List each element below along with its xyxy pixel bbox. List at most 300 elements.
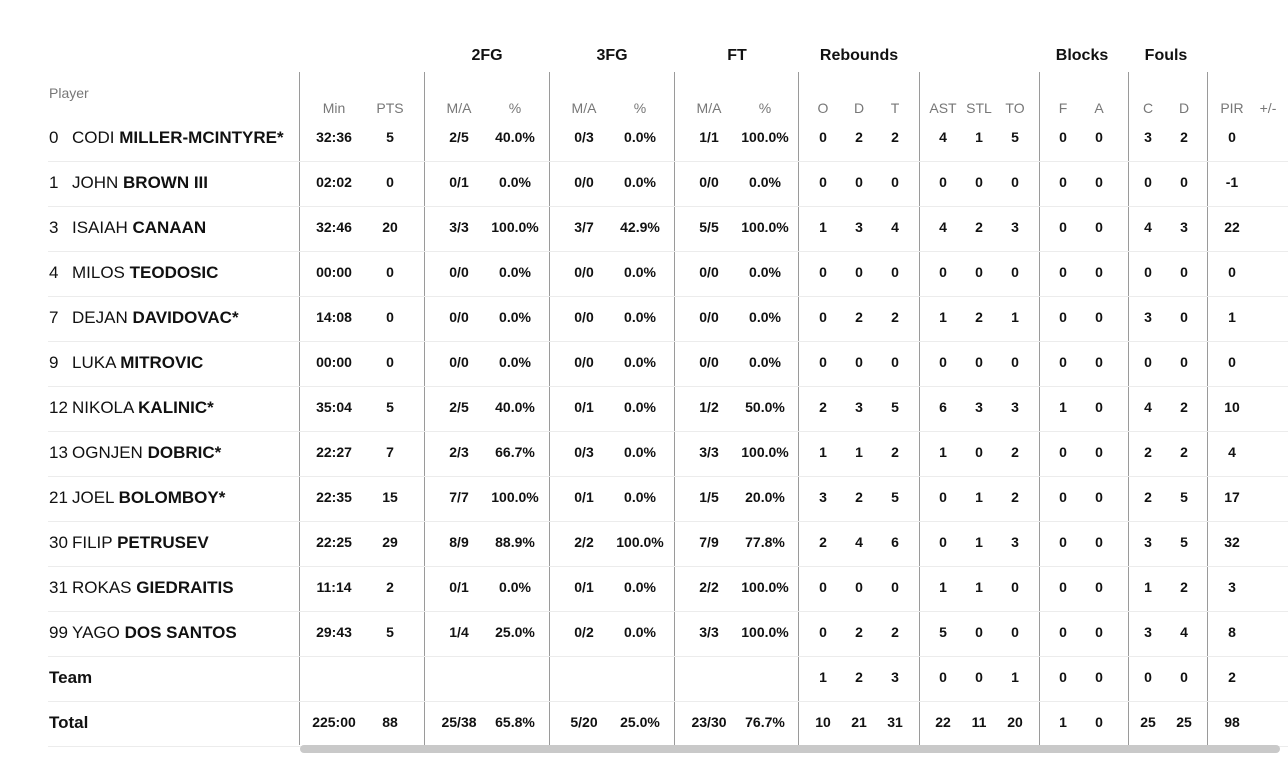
stat-2fg-pct: 100.0%	[491, 489, 539, 505]
stat-3fg-pct: 0.0%	[624, 354, 656, 370]
stat-stl: 0	[975, 354, 983, 370]
stat-ft-pct: 100.0%	[741, 444, 789, 460]
stat-2fg-pct: 0.0%	[499, 264, 531, 280]
stat-reb-t: 2	[891, 624, 899, 640]
stat-min: 00:00	[316, 264, 352, 280]
stat-reb-d: 3	[855, 399, 863, 415]
stat-blk-a: 0	[1095, 399, 1103, 415]
stat-to: 0	[1011, 579, 1019, 595]
stat-foul-d: 4	[1180, 624, 1188, 640]
stat-ft-ma: 3/3	[699, 444, 719, 460]
stat-to: 5	[1011, 129, 1019, 145]
stat-to: 3	[1011, 219, 1019, 235]
stat-pir: 22	[1224, 219, 1240, 235]
player-row	[0, 520, 1288, 565]
stat-ft-ma: 0/0	[699, 174, 719, 190]
stat-2fg-ma: 0/0	[449, 309, 469, 325]
stat-pts: 20	[382, 219, 398, 235]
stat-3fg-ma: 0/1	[574, 579, 594, 595]
player-last-name: DOBRIC*	[147, 443, 222, 462]
stat-foul-c: 3	[1144, 624, 1152, 640]
stat-ft-ma: 1/2	[699, 399, 719, 415]
stat-blk-f: 0	[1059, 129, 1067, 145]
column-header-ft-ma: M/A	[696, 100, 722, 116]
stat-stl: 0	[975, 624, 983, 640]
stat-to: 20	[1007, 714, 1023, 730]
stat-reb-o: 0	[819, 624, 827, 640]
stat-reb-d: 0	[855, 174, 863, 190]
player-number: 31	[49, 578, 68, 597]
stat-reb-d: 0	[855, 264, 863, 280]
stat-pir: 0	[1228, 264, 1236, 280]
stat-pir: 8	[1228, 624, 1236, 640]
stat-foul-c: 0	[1144, 264, 1152, 280]
player-name[interactable]	[49, 430, 221, 475]
stat-reb-o: 0	[819, 129, 827, 145]
stat-ast: 6	[939, 399, 947, 415]
stat-reb-t: 2	[891, 309, 899, 325]
stat-ft-pct: 0.0%	[749, 264, 781, 280]
stat-ast: 0	[939, 264, 947, 280]
stat-ft-pct: 76.7%	[745, 714, 785, 730]
stat-foul-c: 2	[1144, 489, 1152, 505]
column-header-reb-t: T	[890, 100, 900, 116]
stat-2fg-pct: 0.0%	[499, 354, 531, 370]
stat-foul-c: 3	[1144, 129, 1152, 145]
stat-stl: 0	[975, 174, 983, 190]
stat-foul-d: 0	[1180, 354, 1188, 370]
player-last-name: DAVIDOVAC*	[132, 308, 239, 327]
player-number: 99	[49, 623, 68, 642]
stat-min: 00:00	[316, 354, 352, 370]
column-header-reb-o: O	[817, 100, 829, 116]
stat-ft-pct: 100.0%	[741, 579, 789, 595]
stat-foul-d: 0	[1180, 669, 1188, 685]
player-first-name: CODI	[72, 128, 115, 147]
stat-reb-o: 0	[819, 354, 827, 370]
stat-pts: 5	[386, 624, 394, 640]
group-header-3fg: 3FG	[596, 47, 628, 64]
stat-reb-d: 1	[855, 444, 863, 460]
stat-blk-a: 0	[1095, 714, 1103, 730]
stat-foul-d: 2	[1180, 444, 1188, 460]
stat-pts: 0	[386, 354, 394, 370]
stat-pir: 1	[1228, 309, 1236, 325]
stat-stl: 3	[975, 399, 983, 415]
stat-3fg-pct: 25.0%	[620, 714, 660, 730]
stat-min: 225:00	[312, 714, 356, 730]
stat-blk-f: 0	[1059, 534, 1067, 550]
stat-blk-a: 0	[1095, 579, 1103, 595]
stat-2fg-pct: 25.0%	[495, 624, 535, 640]
stat-pts: 29	[382, 534, 398, 550]
stat-reb-t: 5	[891, 489, 899, 505]
stat-pir: 0	[1228, 129, 1236, 145]
stat-blk-f: 0	[1059, 669, 1067, 685]
stat-3fg-ma: 0/3	[574, 129, 594, 145]
stat-pir: -1	[1225, 174, 1239, 190]
stat-3fg-ma: 0/0	[574, 174, 594, 190]
stat-foul-d: 0	[1180, 309, 1188, 325]
stat-foul-d: 2	[1180, 129, 1188, 145]
stat-reb-d: 2	[855, 129, 863, 145]
stat-2fg-ma: 0/1	[449, 579, 469, 595]
stat-2fg-ma: 1/4	[449, 624, 469, 640]
column-header-min: Min	[322, 100, 346, 116]
stat-blk-a: 0	[1095, 129, 1103, 145]
stat-foul-c: 4	[1144, 399, 1152, 415]
stat-pts: 5	[386, 399, 394, 415]
player-name[interactable]	[49, 610, 237, 655]
stat-blk-f: 0	[1059, 354, 1067, 370]
total-row	[0, 700, 1288, 745]
player-row	[0, 565, 1288, 610]
stat-pts: 88	[382, 714, 398, 730]
column-header-pts: PTS	[376, 100, 404, 116]
player-number: 7	[49, 308, 59, 327]
player-first-name: FILIP	[72, 533, 113, 552]
stat-reb-o: 0	[819, 309, 827, 325]
player-last-name: GIEDRAITIS	[136, 578, 234, 597]
column-header-foul-d: D	[1178, 100, 1190, 116]
stat-blk-a: 0	[1095, 444, 1103, 460]
stat-reb-o: 2	[819, 399, 827, 415]
group-header-rebounds: Rebounds	[819, 47, 899, 64]
stat-reb-t: 0	[891, 174, 899, 190]
group-header-fouls: Fouls	[1144, 47, 1188, 64]
player-number: 3	[49, 218, 59, 237]
stat-3fg-ma: 0/3	[574, 444, 594, 460]
player-first-name: MILOS	[72, 263, 125, 282]
stat-foul-c: 4	[1144, 219, 1152, 235]
stat-foul-d: 5	[1180, 489, 1188, 505]
player-row	[0, 430, 1288, 475]
player-last-name: CANAAN	[132, 218, 207, 237]
stat-min: 35:04	[316, 399, 352, 415]
stat-3fg-pct: 0.0%	[624, 399, 656, 415]
stat-ast: 4	[939, 129, 947, 145]
column-header-2fg-ma: M/A	[446, 100, 472, 116]
stat-foul-d: 2	[1180, 579, 1188, 595]
player-name[interactable]	[49, 520, 209, 565]
stat-2fg-ma: 25/38	[441, 714, 477, 730]
player-first-name: YAGO	[72, 623, 120, 642]
stat-2fg-ma: 8/9	[449, 534, 469, 550]
stat-reb-d: 2	[855, 624, 863, 640]
stat-3fg-pct: 0.0%	[624, 174, 656, 190]
stat-blk-f: 1	[1059, 714, 1067, 730]
stat-blk-a: 0	[1095, 669, 1103, 685]
stat-foul-d: 2	[1180, 399, 1188, 415]
player-number: 13	[49, 443, 68, 462]
stat-foul-d: 25	[1176, 714, 1192, 730]
stat-blk-f: 0	[1059, 264, 1067, 280]
stat-min: 11:14	[316, 579, 352, 595]
player-number: 4	[49, 263, 59, 282]
stat-foul-c: 0	[1144, 174, 1152, 190]
player-first-name: JOEL	[72, 488, 114, 507]
stat-reb-o: 0	[819, 264, 827, 280]
stat-ft-pct: 0.0%	[749, 354, 781, 370]
player-last-name: MILLER-MCINTYRE*	[119, 128, 284, 147]
stat-stl: 1	[975, 534, 983, 550]
stat-pts: 0	[386, 264, 394, 280]
stat-to: 2	[1011, 489, 1019, 505]
column-header-reb-d: D	[853, 100, 865, 116]
player-number: 12	[49, 398, 68, 417]
stat-pir: 2	[1228, 669, 1236, 685]
stat-reb-o: 1	[819, 219, 827, 235]
player-number: 9	[49, 353, 59, 372]
stat-2fg-pct: 0.0%	[499, 174, 531, 190]
stat-3fg-pct: 0.0%	[624, 624, 656, 640]
stat-ast: 0	[939, 489, 947, 505]
stat-reb-t: 4	[891, 219, 899, 235]
group-header-blocks: Blocks	[1055, 47, 1109, 64]
stat-ast: 0	[939, 174, 947, 190]
player-name[interactable]	[49, 295, 239, 340]
stat-reb-t: 0	[891, 579, 899, 595]
stat-blk-a: 0	[1095, 174, 1103, 190]
column-header-2fg-pct: %	[508, 100, 522, 116]
stat-3fg-pct: 0.0%	[624, 129, 656, 145]
player-first-name: JOHN	[72, 173, 119, 192]
team-label: Team	[49, 668, 93, 687]
stat-foul-c: 1	[1144, 579, 1152, 595]
stat-ast: 1	[939, 309, 947, 325]
stat-reb-t: 0	[891, 354, 899, 370]
stat-stl: 1	[975, 579, 983, 595]
stat-foul-c: 0	[1144, 669, 1152, 685]
stat-reb-d: 4	[855, 534, 863, 550]
stat-2fg-pct: 88.9%	[495, 534, 535, 550]
player-first-name: OGNJEN	[72, 443, 143, 462]
player-name[interactable]	[49, 160, 208, 205]
stat-reb-t: 0	[891, 264, 899, 280]
stat-reb-d: 0	[855, 354, 863, 370]
stat-3fg-ma: 5/20	[570, 714, 598, 730]
stat-ft-ma: 2/2	[699, 579, 719, 595]
player-number: 21	[49, 488, 68, 507]
stat-ft-pct: 0.0%	[749, 174, 781, 190]
player-last-name: MITROVIC	[120, 353, 204, 372]
stat-ft-ma: 1/5	[699, 489, 719, 505]
player-last-name: KALINIC*	[138, 398, 214, 417]
stat-reb-o: 10	[815, 714, 831, 730]
stat-3fg-ma: 0/0	[574, 264, 594, 280]
player-first-name: NIKOLA	[72, 398, 134, 417]
stat-pir: 3	[1228, 579, 1236, 595]
stat-2fg-pct: 100.0%	[491, 219, 539, 235]
player-name[interactable]	[49, 385, 214, 430]
stat-pts: 0	[386, 309, 394, 325]
stat-reb-t: 5	[891, 399, 899, 415]
stat-2fg-pct: 65.8%	[495, 714, 535, 730]
stat-reb-o: 0	[819, 174, 827, 190]
player-last-name: BROWN III	[123, 173, 209, 192]
stat-reb-d: 2	[855, 489, 863, 505]
stat-2fg-ma: 2/3	[449, 444, 469, 460]
stat-blk-f: 1	[1059, 399, 1067, 415]
stat-blk-f: 0	[1059, 444, 1067, 460]
stat-min: 32:36	[316, 129, 352, 145]
player-name[interactable]	[49, 205, 206, 250]
stat-blk-a: 0	[1095, 489, 1103, 505]
stat-reb-o: 0	[819, 579, 827, 595]
stat-ft-ma: 5/5	[699, 219, 719, 235]
column-header-foul-c: C	[1142, 100, 1154, 116]
stat-reb-t: 31	[887, 714, 903, 730]
stat-3fg-ma: 0/1	[574, 489, 594, 505]
stat-blk-f: 0	[1059, 174, 1067, 190]
stat-blk-a: 0	[1095, 624, 1103, 640]
stat-ast: 1	[939, 579, 947, 595]
group-header-2fg: 2FG	[471, 47, 503, 64]
stat-3fg-ma: 0/0	[574, 354, 594, 370]
stat-ft-pct: 50.0%	[745, 399, 785, 415]
player-row	[0, 340, 1288, 385]
stat-3fg-pct: 0.0%	[624, 309, 656, 325]
player-first-name: ISAIAH	[72, 218, 128, 237]
column-header-blk-f: F	[1058, 100, 1068, 116]
stat-foul-c: 2	[1144, 444, 1152, 460]
stat-2fg-ma: 0/0	[449, 354, 469, 370]
stat-pir: 98	[1224, 714, 1240, 730]
stat-foul-d: 0	[1180, 174, 1188, 190]
stat-to: 3	[1011, 534, 1019, 550]
player-name[interactable]	[49, 340, 203, 385]
player-column-header: Player	[49, 85, 89, 101]
player-row	[0, 250, 1288, 295]
stat-foul-d: 5	[1180, 534, 1188, 550]
stat-min: 22:35	[316, 489, 352, 505]
stat-blk-f: 0	[1059, 219, 1067, 235]
player-last-name: BOLOMBOY*	[118, 488, 226, 507]
stat-ft-pct: 100.0%	[741, 219, 789, 235]
stat-2fg-pct: 66.7%	[495, 444, 535, 460]
stat-ft-ma: 23/30	[691, 714, 727, 730]
stat-3fg-ma: 3/7	[574, 219, 594, 235]
stat-blk-f: 0	[1059, 579, 1067, 595]
stat-pts: 7	[386, 444, 394, 460]
stat-to: 0	[1011, 264, 1019, 280]
stat-pir: 32	[1224, 534, 1240, 550]
stat-min: 14:08	[316, 309, 352, 325]
player-last-name: TEODOSIC	[129, 263, 219, 282]
stat-3fg-pct: 0.0%	[624, 444, 656, 460]
stat-pts: 15	[382, 489, 398, 505]
stat-stl: 0	[975, 264, 983, 280]
stat-foul-c: 0	[1144, 354, 1152, 370]
stat-reb-t: 2	[891, 444, 899, 460]
stat-ast: 0	[939, 354, 947, 370]
stat-stl: 11	[971, 714, 987, 730]
stat-pir: 10	[1224, 399, 1240, 415]
column-header-3fg-pct: %	[633, 100, 647, 116]
stat-ft-ma: 3/3	[699, 624, 719, 640]
stat-ft-pct: 0.0%	[749, 309, 781, 325]
player-first-name: LUKA	[72, 353, 116, 372]
stat-foul-c: 3	[1144, 309, 1152, 325]
stat-ast: 0	[939, 669, 947, 685]
player-row	[0, 160, 1288, 205]
stat-ast: 4	[939, 219, 947, 235]
player-name[interactable]	[49, 250, 218, 295]
stat-3fg-pct: 100.0%	[616, 534, 664, 550]
stat-reb-o: 2	[819, 534, 827, 550]
stat-reb-t: 6	[891, 534, 899, 550]
stat-2fg-ma: 3/3	[449, 219, 469, 235]
stat-pir: 17	[1224, 489, 1240, 505]
column-header-ft-pct: %	[758, 100, 772, 116]
stat-ast: 5	[939, 624, 947, 640]
stat-3fg-ma: 0/2	[574, 624, 594, 640]
stat-3fg-ma: 2/2	[574, 534, 594, 550]
stat-reb-d: 2	[855, 309, 863, 325]
stat-reb-d: 3	[855, 219, 863, 235]
horizontal-scrollbar[interactable]	[300, 745, 1280, 753]
stat-ft-pct: 100.0%	[741, 129, 789, 145]
player-name[interactable]	[49, 475, 225, 520]
stat-2fg-pct: 40.0%	[495, 399, 535, 415]
stat-blk-a: 0	[1095, 354, 1103, 370]
stat-pir: 4	[1228, 444, 1236, 460]
column-header-ast: AST	[929, 100, 957, 116]
stat-ft-ma: 1/1	[699, 129, 719, 145]
stat-stl: 1	[975, 129, 983, 145]
stat-ft-ma: 0/0	[699, 309, 719, 325]
stat-blk-f: 0	[1059, 624, 1067, 640]
stat-ft-ma: 0/0	[699, 264, 719, 280]
player-row	[0, 475, 1288, 520]
player-last-name: PETRUSEV	[117, 533, 209, 552]
stat-to: 1	[1011, 309, 1019, 325]
stat-blk-a: 0	[1095, 219, 1103, 235]
stat-2fg-ma: 0/1	[449, 174, 469, 190]
player-first-name: DEJAN	[72, 308, 128, 327]
stat-reb-o: 3	[819, 489, 827, 505]
stat-3fg-pct: 0.0%	[624, 579, 656, 595]
stat-min: 29:43	[316, 624, 352, 640]
stat-foul-c: 25	[1140, 714, 1156, 730]
stat-blk-a: 0	[1095, 264, 1103, 280]
column-header-plus-minus: +/-	[1259, 100, 1277, 116]
stat-stl: 2	[975, 309, 983, 325]
stat-to: 0	[1011, 174, 1019, 190]
stat-ast: 1	[939, 444, 947, 460]
stat-stl: 2	[975, 219, 983, 235]
player-number: 1	[49, 173, 59, 192]
stat-reb-o: 1	[819, 669, 827, 685]
stat-foul-c: 3	[1144, 534, 1152, 550]
player-row	[0, 295, 1288, 340]
stat-foul-d: 3	[1180, 219, 1188, 235]
player-name[interactable]	[49, 565, 234, 610]
player-name[interactable]	[49, 115, 284, 160]
stat-2fg-pct: 0.0%	[499, 579, 531, 595]
column-header-stl: STL	[966, 100, 992, 116]
stat-ft-pct: 77.8%	[745, 534, 785, 550]
column-header-pir: PIR	[1220, 100, 1244, 116]
stat-2fg-ma: 2/5	[449, 399, 469, 415]
group-header-ft: FT	[727, 47, 747, 64]
stat-reb-o: 1	[819, 444, 827, 460]
stat-foul-d: 0	[1180, 264, 1188, 280]
stat-stl: 1	[975, 489, 983, 505]
player-row	[0, 385, 1288, 430]
column-header-3fg-ma: M/A	[571, 100, 597, 116]
stat-min: 32:46	[316, 219, 352, 235]
